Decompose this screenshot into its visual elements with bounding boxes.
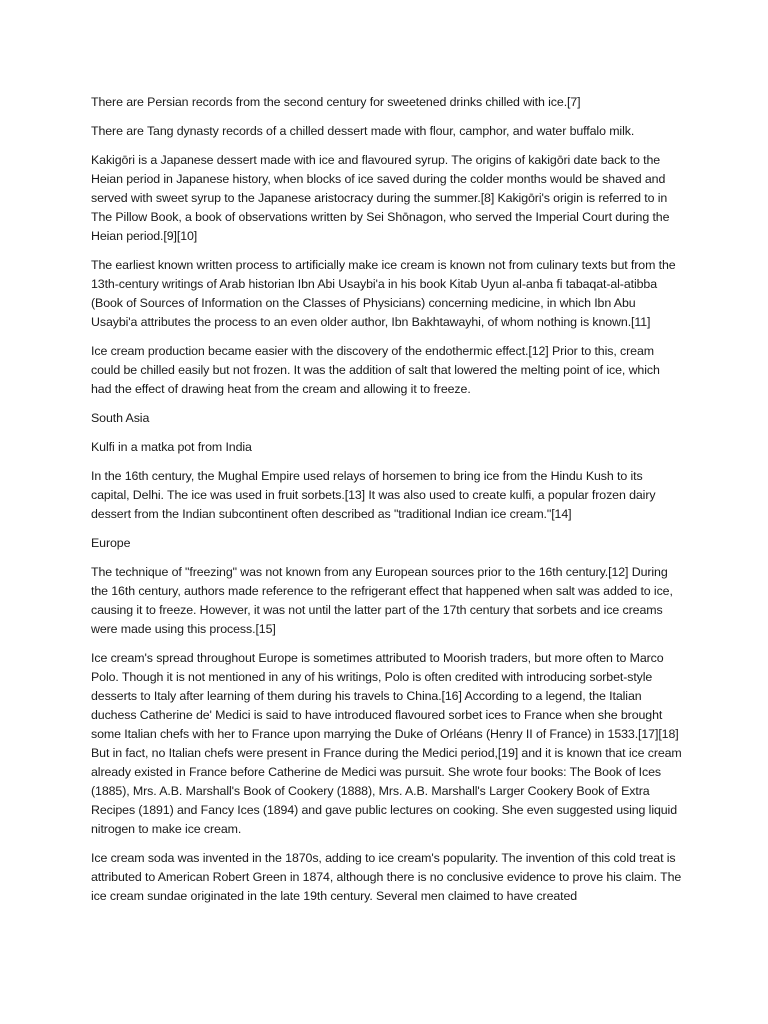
section-heading-europe: Europe: [91, 536, 131, 550]
paragraph-persian-records: There are Persian records from the second century for sweetened drinks chilled with ice.[7]: [91, 95, 581, 109]
paragraph-ice-cream-soda: Ice cream soda was invented in the 1870s, adding to ice cream's popularity. The invention of this cold treat is attributed to American Robert Green in 1874, although there is no conclusive evidence to prove his claim. The ice cream sundae originated in the late 19th century. Several men claimed to have created: [91, 851, 682, 903]
paragraph-earliest-process: The earliest known written process to artificially make ice cream is known not from culinary texts but from the 13th-century writings of Arab historian Ibn Abi Usaybi'a in his book Kitab Uyun al-anba fi tabaqat-al-atibba (Book of Sources of Information on the Classes of Physicians) concerning medicine, in which Ibn Abu Usaybi'a attributes the process to an even older author, Ibn Bakhtawayhi, of whom nothing is known.[11]: [91, 258, 676, 329]
section-heading-south-asia: South Asia: [91, 411, 150, 425]
paragraph-tang-dynasty: There are Tang dynasty records of a chilled dessert made with flour, camphor, and water buffalo milk.: [91, 124, 635, 138]
paragraph-mughal-empire: In the 16th century, the Mughal Empire used relays of horsemen to bring ice from the Hindu Kush to its capital, Delhi. The ice was used in fruit sorbets.[13] It was also used to create kulfi, a popular frozen dairy dessert from the Indian subcontinent often described as "traditional Indian ice cream."[14]: [91, 469, 656, 521]
image-caption-kulfi: Kulfi in a matka pot from India: [91, 440, 252, 454]
paragraph-freezing-technique: The technique of "freezing" was not known from any European sources prior to the 16th century.[12] During the 16th century, authors made reference to the refrigerant effect that happened when salt was added to ice, causing it to freeze. However, it was not until the latter part of the 17th century that sorbets and ice creams were made using this process.[15]: [91, 565, 673, 636]
paragraph-kakigori: Kakigōri is a Japanese dessert made with ice and flavoured syrup. The origins of kakigōri date back to the Heian period in Japanese history, when blocks of ice saved during the colder months would be shaved and served with sweet syrup to the Japanese aristocracy during the summer.[8] Kakigōri's origin is referred to in The Pillow Book, a book of observations written by Sei Shōnagon, who served the Imperial Court during the Heian period.[9][10]: [91, 153, 670, 243]
paragraph-spread-europe: Ice cream's spread throughout Europe is sometimes attributed to Moorish traders, but more often to Marco Polo. Though it is not mentioned in any of his writings, Polo is often credited with introducing sorbet-style desserts to Italy after learning of them during his travels to China.[16] According to a legend, the Italian duchess Catherine de' Medici is said to have introduced flavoured sorbet ices to France when she brought some Italian chefs with her to France upon marrying the Duke of Orléans (Henry II of France) in 1533.[17][18] But in fact, no Italian chefs were present in France during the Medici period,[19] and it is known that ice cream already existed in France before Catherine de Medici was pursuit. She wrote four books: The Book of Ices (1885), Mrs. A.B. Marshall's Book of Cookery (1888), Mrs. A.B. Marshall's Larger Cookery Book of Extra Recipes (1891) and Fancy Ices (1894) and gave public lectures on cooking. She even suggested using liquid nitrogen to make ice cream.: [91, 651, 682, 836]
paragraph-endothermic: Ice cream production became easier with the discovery of the endothermic effect.[12] Prior to this, cream could be chilled easily but not frozen. It was the addition of salt that lowered the melting point of ice, which had the effect of drawing heat from the cream and allowing it to freeze.: [91, 344, 660, 396]
document-body: [91, 93, 683, 916]
